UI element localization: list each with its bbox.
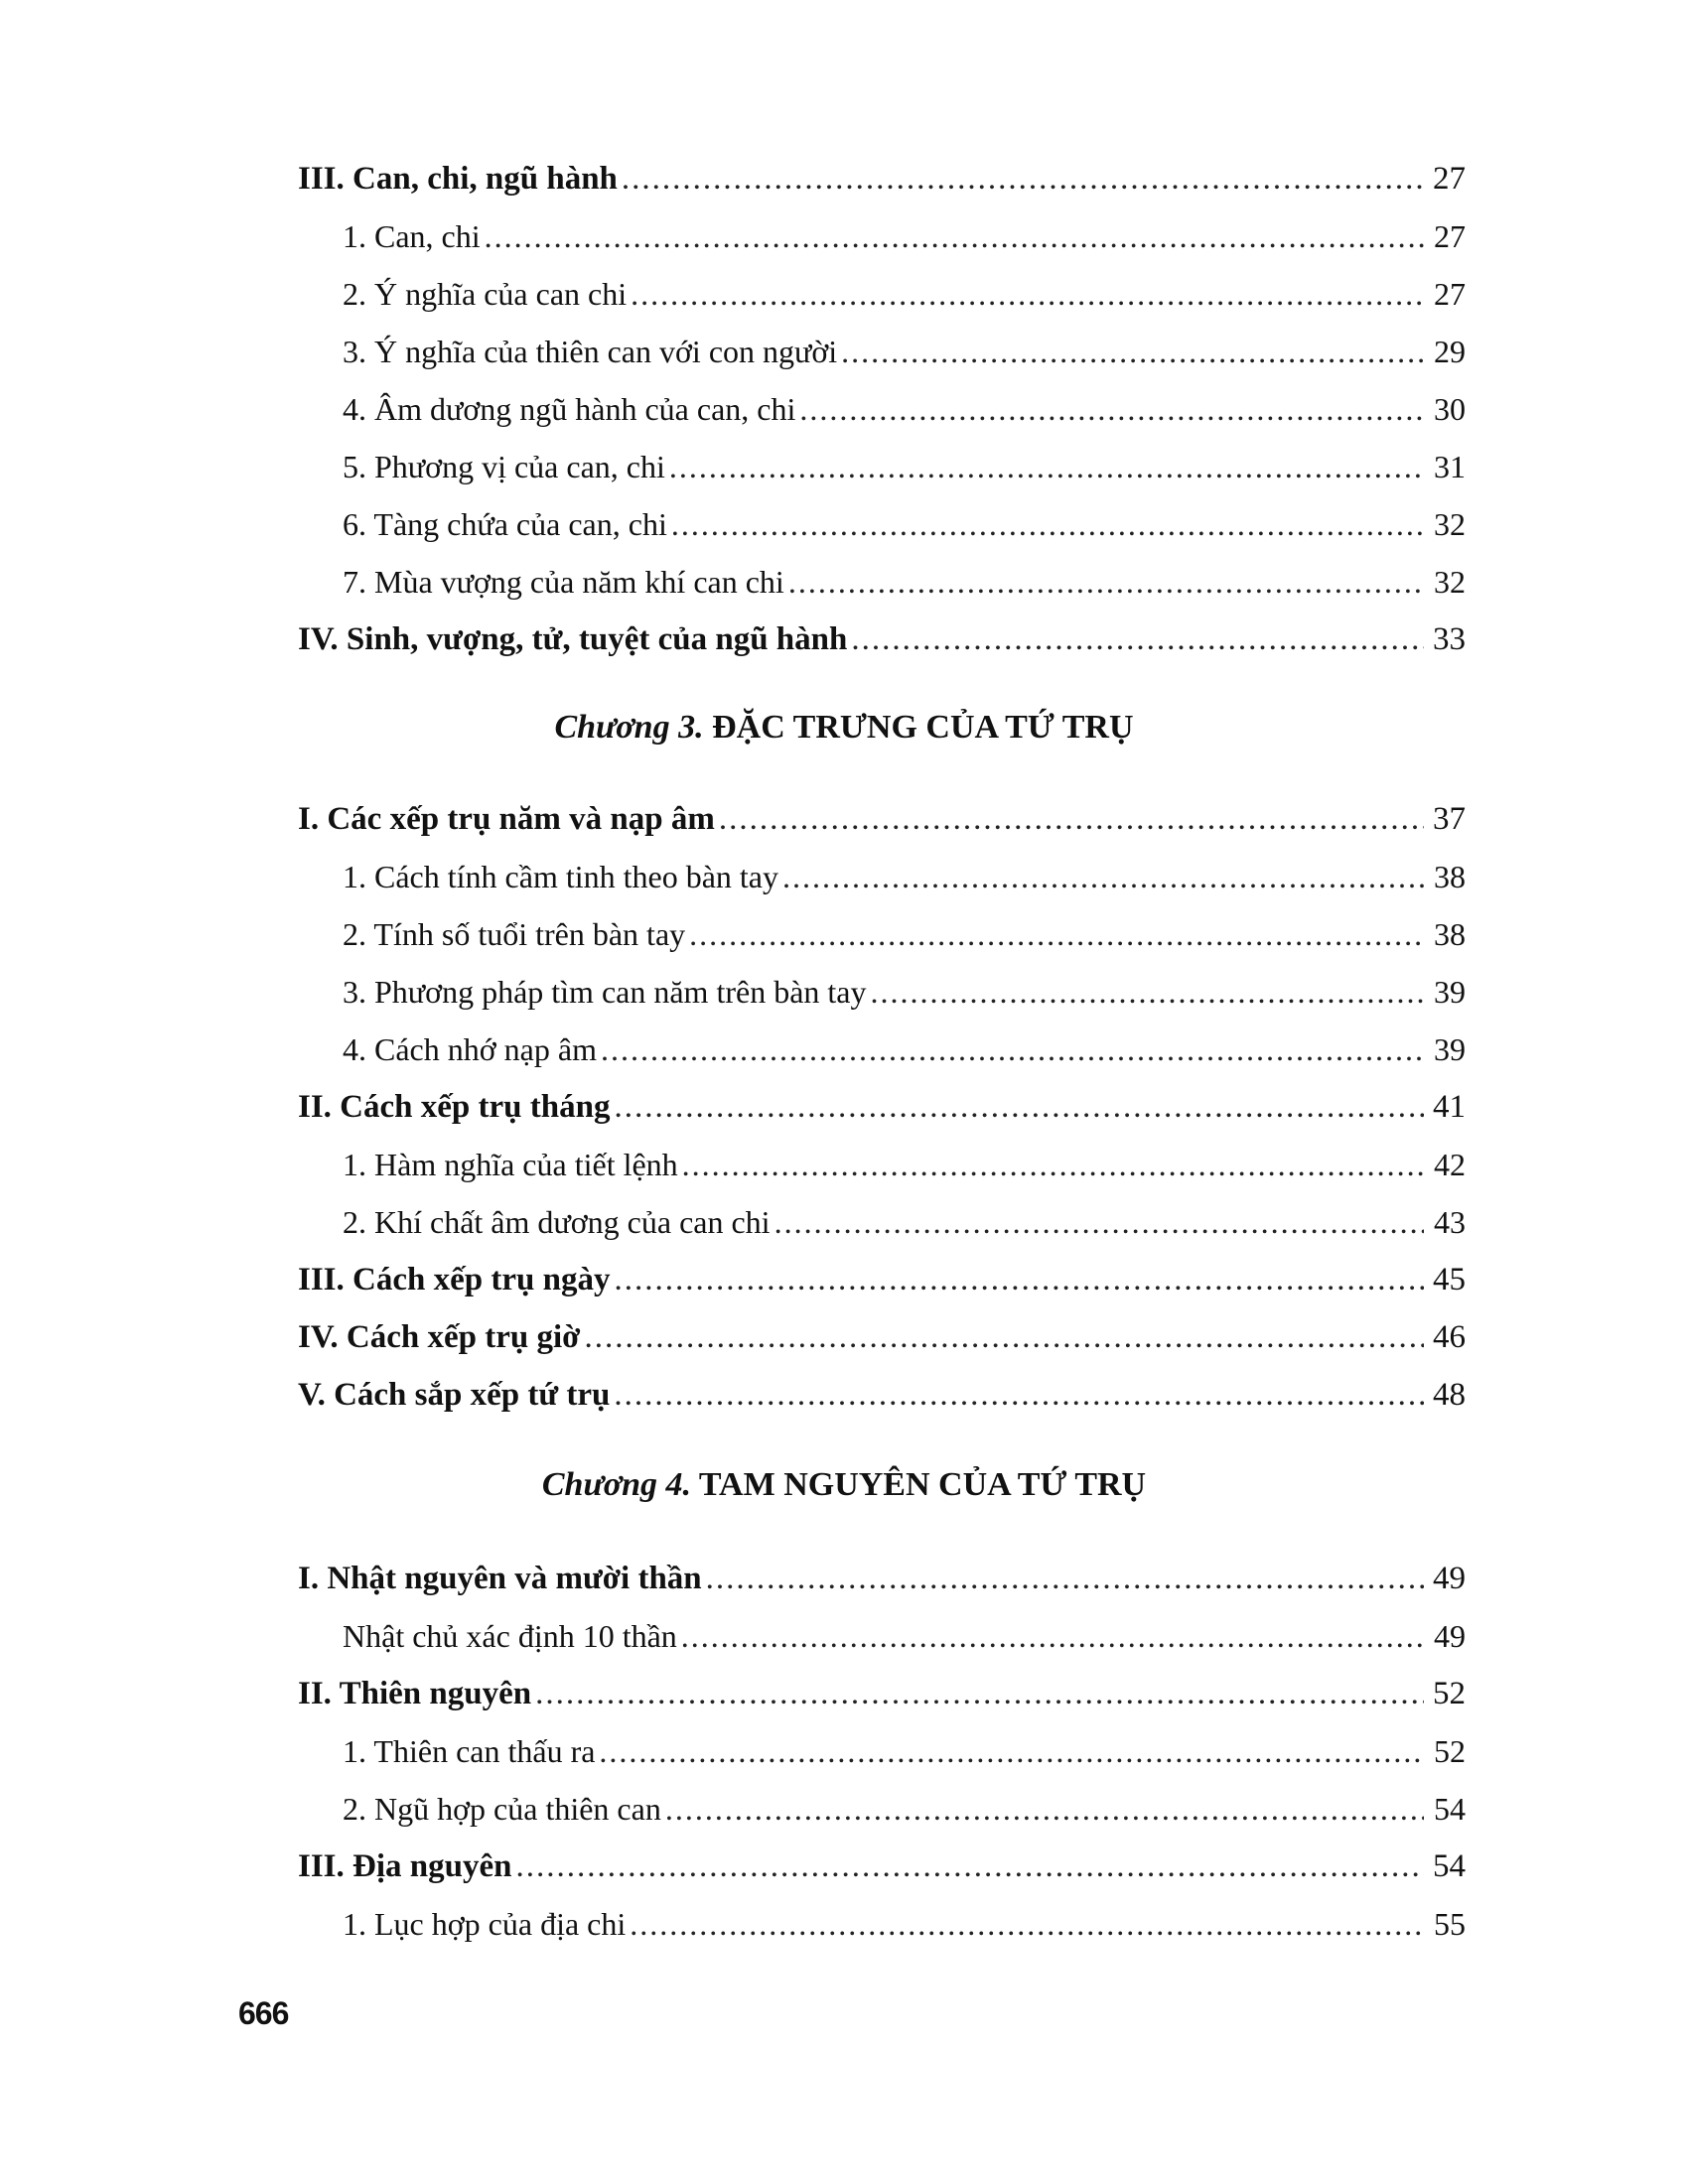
entry-label: 3. Phương pháp tìm can năm trên bàn tay (343, 974, 867, 1010)
entry-label: III. Cách xếp trụ ngày (298, 1262, 611, 1297)
toc-section-entry (298, 619, 1466, 659)
entry-page-number: 27 (1434, 276, 1466, 312)
entry-page-number: 32 (1434, 506, 1466, 542)
entry-page-number: 32 (1434, 564, 1466, 600)
toc-section-entry (298, 1375, 1466, 1415)
toc-section-entry (298, 799, 1466, 839)
toc-subsection-entry (343, 562, 1466, 602)
dot-leader (681, 1616, 1424, 1656)
entry-label: 4. Cách nhớ nạp âm (343, 1031, 597, 1067)
entry-label: I. Các xếp trụ năm và nạp âm (298, 801, 715, 837)
dot-leader (799, 389, 1424, 429)
entry-label: Nhật chủ xác định 10 thần (343, 1618, 677, 1654)
entry-page-number: 54 (1433, 1848, 1466, 1884)
toc-subsection-entry (343, 274, 1466, 314)
entry-label: I. Nhật nguyên và mười thần (298, 1561, 702, 1596)
dot-leader (665, 1789, 1424, 1829)
entry-label: 3. Ý nghĩa của thiên can với con người (343, 334, 838, 369)
entry-page-number: 49 (1434, 1618, 1466, 1654)
toc-section-entry (298, 1846, 1466, 1886)
toc-subsection-entry (343, 1145, 1466, 1184)
entry-page-number: 29 (1434, 334, 1466, 369)
entry-label: 7. Mùa vượng của năm khí can chi (343, 564, 784, 600)
entry-page-number: 55 (1434, 1906, 1466, 1942)
toc-subsection-entry (343, 216, 1466, 256)
toc-subsection-entry (343, 1616, 1466, 1656)
entry-page-number: 46 (1433, 1319, 1466, 1355)
dot-leader (614, 1260, 1424, 1299)
dot-leader (584, 1317, 1424, 1357)
toc-section-entry (298, 1674, 1466, 1713)
dot-leader (535, 1674, 1424, 1713)
dot-leader (485, 216, 1424, 256)
entry-label: 2. Ngũ hợp của thiên can (343, 1791, 661, 1827)
dot-leader (614, 1087, 1424, 1127)
chapter-prefix: Chương 3. (554, 709, 704, 746)
dot-leader (682, 1145, 1424, 1184)
toc-subsection-entry (343, 504, 1466, 544)
toc-subsection-entry (343, 447, 1466, 486)
entry-page-number: 31 (1434, 449, 1466, 484)
entry-page-number: 39 (1434, 1031, 1466, 1067)
entry-label: IV. Sinh, vượng, tử, tuyệt của ngũ hành (298, 621, 848, 657)
entry-page-number: 45 (1433, 1262, 1466, 1297)
entry-page-number: 49 (1433, 1561, 1466, 1596)
dot-leader (614, 1375, 1424, 1415)
chapter-prefix: Chương 4. (541, 1466, 691, 1503)
toc-subsection-entry (343, 1904, 1466, 1944)
toc-section-entry (298, 1559, 1466, 1598)
dot-leader (788, 562, 1424, 602)
toc-subsection-entry (343, 1202, 1466, 1242)
entry-label: 5. Phương vị của can, chi (343, 449, 665, 484)
entry-page-number: 38 (1434, 859, 1466, 894)
entry-label: II. Cách xếp trụ tháng (298, 1089, 611, 1125)
entry-page-number: 52 (1433, 1676, 1466, 1711)
chapter-title: TAM NGUYÊN CỦA TỨ TRỤ (698, 1466, 1147, 1503)
toc-section-entry (298, 159, 1466, 199)
entry-label: III. Can, chi, ngũ hành (298, 161, 618, 197)
dot-leader (782, 857, 1424, 896)
toc-subsection-entry (343, 1789, 1466, 1829)
entry-page-number: 27 (1433, 161, 1466, 197)
dot-leader (719, 799, 1424, 839)
chapter-heading (0, 1464, 1688, 1506)
dot-leader (774, 1202, 1424, 1242)
entry-page-number: 52 (1434, 1733, 1466, 1769)
entry-label: 1. Can, chi (343, 218, 481, 254)
entry-page-number: 54 (1434, 1791, 1466, 1827)
entry-page-number: 42 (1434, 1147, 1466, 1182)
toc-section-entry (298, 1317, 1466, 1357)
entry-page-number: 43 (1434, 1204, 1466, 1240)
entry-page-number: 38 (1434, 916, 1466, 952)
entry-label: 1. Lục hợp của địa chi (343, 1906, 627, 1942)
dot-leader (601, 1029, 1424, 1069)
entry-label: II. Thiên nguyên (298, 1676, 532, 1711)
entry-page-number: 30 (1434, 391, 1466, 427)
entry-label: 1. Cách tính cầm tinh theo bàn tay (343, 859, 778, 894)
entry-label: III. Địa nguyên (298, 1848, 512, 1884)
entry-label: 1. Thiên can thấu ra (343, 1733, 596, 1769)
entry-label: V. Cách sắp xếp tứ trụ (298, 1377, 611, 1413)
dot-leader (631, 274, 1424, 314)
dot-leader (851, 619, 1424, 659)
dot-leader (706, 1559, 1424, 1598)
dot-leader (515, 1846, 1424, 1886)
entry-page-number: 27 (1434, 218, 1466, 254)
entry-label: 2. Ý nghĩa của can chi (343, 276, 628, 312)
entry-label: 2. Khí chất âm dương của can chi (343, 1204, 771, 1240)
toc-subsection-entry (343, 857, 1466, 896)
toc-subsection-entry (343, 389, 1466, 429)
dot-leader (599, 1731, 1424, 1771)
toc-subsection-entry (343, 332, 1466, 371)
toc-subsection-entry (343, 972, 1466, 1012)
dot-leader (689, 914, 1424, 954)
entry-label: 4. Âm dương ngũ hành của can, chi (343, 391, 796, 427)
entry-page-number: 41 (1433, 1089, 1466, 1125)
dot-leader (870, 972, 1424, 1012)
dot-leader (622, 159, 1424, 199)
entry-label: 1. Hàm nghĩa của tiết lệnh (343, 1147, 678, 1182)
toc-section-entry (298, 1087, 1466, 1127)
chapter-title: ĐẶC TRƯNG CỦA TỨ TRỤ (712, 709, 1134, 746)
entry-label: 6. Tàng chứa của can, chi (343, 506, 667, 542)
entry-page-number: 37 (1433, 801, 1466, 837)
page-number: 666 (238, 1995, 289, 2031)
toc-subsection-entry (343, 1029, 1466, 1069)
entry-page-number: 33 (1433, 621, 1466, 657)
entry-page-number: 48 (1433, 1377, 1466, 1413)
toc-subsection-entry (343, 1731, 1466, 1771)
dot-leader (669, 447, 1424, 486)
entry-label: IV. Cách xếp trụ giờ (298, 1319, 581, 1355)
entry-label: 2. Tính số tuổi trên bàn tay (343, 916, 686, 952)
entry-page-number: 39 (1434, 974, 1466, 1010)
toc-subsection-entry (343, 914, 1466, 954)
toc-section-entry (298, 1260, 1466, 1299)
dot-leader (630, 1904, 1424, 1944)
dot-leader (671, 504, 1424, 544)
dot-leader (841, 332, 1424, 371)
chapter-heading (0, 707, 1688, 749)
